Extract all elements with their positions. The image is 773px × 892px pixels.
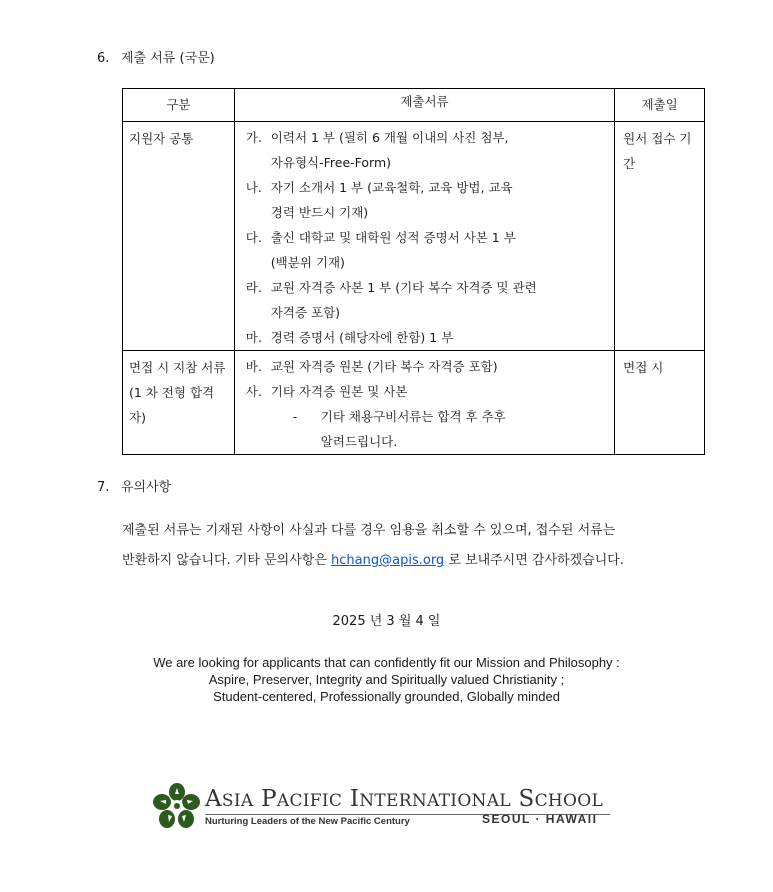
sub-line: 알려드립니다. <box>320 434 398 449</box>
item-marker: 나. <box>245 180 262 195</box>
list-item <box>245 225 608 275</box>
item-line: 경력 반드시 기재) <box>270 205 369 220</box>
documents-table <box>122 88 705 455</box>
logo-initial: A <box>205 786 222 812</box>
item-marker: 바. <box>245 359 262 374</box>
item-line: 이력서 1 부 (필히 6 개월 이내의 사진 첨부, <box>270 130 509 145</box>
item-line: 자기 소개서 1 부 (교육철학, 교육 방법, 교육 <box>270 180 513 195</box>
logo-word: SIA <box>221 791 254 811</box>
section-title: 유의사항 <box>121 480 172 495</box>
notice-line-2 <box>122 546 722 576</box>
row2-documents <box>234 351 614 455</box>
section-7-heading <box>97 476 171 495</box>
item-line: (백분위 기재) <box>270 255 345 270</box>
item-marker: 마. <box>245 330 262 345</box>
list-item <box>245 175 608 225</box>
list-item <box>245 125 608 175</box>
logo-initial: P <box>261 786 277 812</box>
logo-initial: I <box>349 786 360 812</box>
notice-text: 로 보내주시면 감사하겠습니다. <box>444 553 624 568</box>
row1-documents <box>234 122 614 351</box>
mission-line: Aspire, Preserver, Integrity and Spiritually valued Christianity ; <box>208 672 565 687</box>
sub-line: 기타 채용구비서류는 합격 후 추후 <box>320 409 506 424</box>
mission-line: We are looking for applicants that can confidently fit our Mission and Philosophy : <box>153 655 620 670</box>
section-title: 제출 서류 (국문) <box>121 51 215 66</box>
sub-marker: - <box>292 409 298 424</box>
section-6-heading <box>97 47 215 66</box>
logo-cities: SEOUL · HAWAII <box>482 812 598 826</box>
notice-line-1: 제출된 서류는 기재된 사항이 사실과 다를 경우 임용을 취소할 수 있으며, 접수된 서류는 <box>122 523 616 538</box>
list-item <box>245 325 608 350</box>
item-line: 자유형식-Free-Form) <box>270 155 392 170</box>
row1-category: 지원자 공통 <box>123 122 235 351</box>
section-number: 7. <box>97 480 110 495</box>
table-header-row <box>123 89 705 122</box>
notice-text: 반환하지 않습니다. 기타 문의사항은 <box>122 553 332 568</box>
logo-word: NTERNATIONAL <box>359 791 511 811</box>
list-item <box>245 275 608 325</box>
item-line: 출신 대학교 및 대학원 성적 증명서 사본 1 부 <box>270 230 516 245</box>
notice-paragraph <box>122 516 722 576</box>
item-line: 경력 증명서 (해당자에 한함) 1 부 <box>270 330 454 345</box>
email-link[interactable]: hchang@apis.org <box>331 553 445 568</box>
header-date: 제출일 <box>615 89 705 122</box>
list-item <box>245 379 608 404</box>
item-marker: 라. <box>245 280 262 295</box>
document-date: 2025 년 3 월 4 일 <box>332 614 441 629</box>
table-row <box>123 122 705 351</box>
school-logo <box>152 782 622 832</box>
school-name <box>205 786 603 812</box>
item-line: 자격증 포함) <box>270 305 341 320</box>
logo-tagline: Nurturing Leaders of the New Pacific Century <box>205 816 410 827</box>
logo-word: ACIFIC <box>276 791 343 811</box>
mission-line: Student-centered, Professionally grounded, Globally minded <box>213 689 560 704</box>
logo-initial: S <box>518 786 535 812</box>
row2-category: 면접 시 지참 서류 (1 차 전형 합격자) <box>123 351 235 455</box>
item-line: 교원 자격증 사본 1 부 (기타 복수 자격증 및 관련 <box>270 280 537 295</box>
item-marker: 다. <box>245 230 262 245</box>
row1-date: 원서 접수 기간 <box>615 122 705 351</box>
item-marker: 사. <box>245 384 262 399</box>
mission-statement <box>0 654 773 705</box>
row2-date: 면접 시 <box>615 351 705 455</box>
logo-word: CHOOL <box>534 791 604 811</box>
header-documents: 제출서류 <box>234 89 614 122</box>
header-category: 구분 <box>123 89 235 122</box>
item-line: 기타 자격증 원본 및 사본 <box>270 384 408 399</box>
list-item <box>245 354 608 379</box>
hibiscus-emblem-icon <box>152 782 202 830</box>
sub-note <box>271 404 608 454</box>
section-number: 6. <box>97 51 110 66</box>
table-row <box>123 351 705 455</box>
item-marker: 가. <box>245 130 262 145</box>
item-line: 교원 자격증 원본 (기타 복수 자격증 포함) <box>270 359 498 374</box>
